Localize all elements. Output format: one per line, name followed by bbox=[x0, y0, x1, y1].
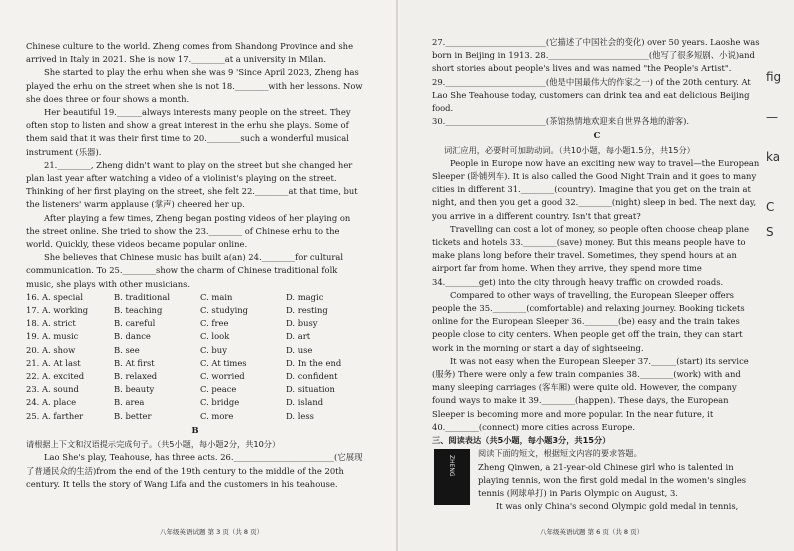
margin-note-5: S bbox=[766, 225, 774, 239]
passage-paragraph-4: 21.________, Zheng didn't want to play on the street but she changed her plan last year after watching a video of a violinist's playing on the street. Thinking of her first playing on the street, she felt 22.________at that time, but the listeners' warm applause (掌声) cheered her up. bbox=[26, 159, 358, 210]
section-b-paragraph: Lao She's play, Teahouse, has three acts. 26.________________________(它展现了普通民众的生活)from the end of the 19th century to the middle of the 20th century. It tells the story of Wang Lifa and the customers in his teahouse. bbox=[26, 452, 363, 489]
section-b-label: B bbox=[191, 424, 199, 435]
section-3-instructions: 阅读下面的短文，根据短文内容的要求答题。 bbox=[478, 448, 642, 459]
tennis-player-photo bbox=[434, 449, 470, 505]
option-row-23: 23. A. sound B. beauty C. peace D. situation bbox=[26, 384, 335, 395]
right-column bbox=[432, 36, 762, 513]
passage-paragraph-1: Chinese culture to the world. Zheng comes from Shandong Province and she arrived in Italy in 2021. She is now 17.________at a university in Milan. bbox=[26, 41, 354, 65]
option-row-25: 25. A. farther B. better C. more D. less bbox=[26, 410, 314, 421]
margin-note-1: fig bbox=[766, 70, 782, 84]
section-c-paragraph-2: Travelling can cost a lot of money, so people often choose cheap plane tickets and hotels 33.________(save) money. But this means people have to make plans long before their travel. Sometimes, they spend hours at an airport far from home. When they arrive, they spend more time 34.________get) into the city through heavy traffic on crowded roads. bbox=[432, 223, 750, 287]
option-row-17: 17. A. working B. teaching C. studying D. resting bbox=[26, 305, 328, 316]
reading-paragraph-1: Zheng Qinwen, a 21-year-old Chinese girl who is talented in playing tennis, won the first gold medal in the women's singles tennis (网球单打) in Paris Olympic on August, 3. bbox=[478, 461, 747, 498]
options-list bbox=[26, 291, 364, 423]
option-row-24: 24. A. place B. area C. bridge D. island bbox=[26, 397, 324, 408]
passage-paragraph-6: She believes that Chinese music has built a(an) 24.________for cultural communication. To 25.________show the charm of Chinese traditional folk music, she plays with other musicians. bbox=[26, 252, 344, 289]
question-27-28: 27.________________________(它描述了中国社会的变化) over 50 years. Laoshe was born in Beijing in 1913. 28.________________________(他写了很多短剧、小说)and short stories about people's lives and was named "the People's Artist". bbox=[432, 37, 760, 74]
section-c-paragraph-4: It was not easy when the European Sleeper 37.______(start) its service (服务) There were only a few train companies 38.________(work) with and many sleeping carriages (客车厢) were quite old. However, the company found ways to make it 39.________(happen). These days, the European Sleeper is becoming more and more popular. In the near future, it 40.________(connect) more cities across Europe. bbox=[432, 355, 749, 432]
question-29: 29.________________________(他是中国最伟大的作家之一) of the 20th century. At Lao She Teahouse today, customers can drink tea and eat delicious Beijing food. bbox=[432, 76, 751, 114]
margin-note-2: — bbox=[766, 110, 778, 124]
passage-paragraph-2: She started to play the erhu when she was 9 'Since April 2023, Zheng has played the erhu on the street when she is not 18.________with her lessons. Now she does three or four shows a month. bbox=[26, 67, 363, 104]
option-row-19: 19. A. music B. dance C. look D. art bbox=[26, 331, 311, 342]
left-column bbox=[26, 40, 364, 491]
option-row-18: 18. A. strict B. careful C. free D. busy bbox=[26, 318, 318, 329]
section-c-label: C bbox=[593, 130, 601, 141]
option-row-22: 22. A. excited B. relaxed C. worried D. confident bbox=[26, 371, 338, 382]
passage-paragraph-5: After playing a few times, Zheng began posting videos of her playing on the street online. She tried to show the 23.________ of Chinese erhu to the world. Quickly, these videos became popular online. bbox=[26, 212, 351, 250]
reading-block bbox=[432, 447, 762, 513]
margin-note-3: ka bbox=[766, 150, 781, 164]
question-30: 30.________________________(茶馆热情地欢迎来自世界各地的游客). bbox=[432, 116, 690, 127]
option-row-20: 20. A. show B. see C. buy D. use bbox=[26, 344, 313, 355]
section-b-instructions: 请根据上下文和汉语提示完成句子。（共5小题，每小题2分，共10分） bbox=[26, 439, 281, 450]
passage-paragraph-3: Her beautiful 19.______always interests many people on the street. They often stop to listen and show a great interest in the erhu she plays. Some of them said that it was their first time to 20.________such a wonderful musical instrument (乐器). bbox=[26, 107, 351, 157]
page-divider bbox=[396, 0, 398, 551]
section-c-paragraph-1: People in Europe now have an exciting new way to travel—the European Sleeper (卧铺列车). It is also called the Good Night Train and it goes to many cities in different 31.________(country). Imagine that you get on the train at night, and then you get a good 32.________(night) sleep in bed. The next day, you arrive in a different country. Isn't that great? bbox=[432, 157, 760, 221]
section-c-paragraph-3: Compared to other ways of travelling, the European Sleeper offers people the 35.________(comfortable) and relaxing journey. Booking tickets online for the European Sleeper 36.________(be) easy and the train takes people close to city centers. When people get off the train, they can start work in the morning or start a day of sightseeing. bbox=[432, 289, 745, 353]
section-c-instructions: 词汇应用，必要时可加助动词。（共10小题，每小题1.5分，共15分） bbox=[444, 144, 695, 155]
option-row-16: 16. A. special B. traditional C. main D. magic bbox=[26, 291, 324, 302]
margin-note-4: C bbox=[766, 200, 775, 214]
left-page-footer: 八年级英语试题 第 3 页（共 8 页） bbox=[160, 528, 264, 536]
section-3-heading: 三、阅读表达（共5小题，每小题3分，共15分） bbox=[432, 435, 611, 446]
photo-letters: ZHENG bbox=[448, 455, 455, 477]
reading-paragraph-2: It was only China's second Olympic gold medal in tennis, bbox=[496, 501, 739, 512]
option-row-21: 21. A. At last B. At first C. At times D. In the end bbox=[26, 357, 342, 368]
right-page-footer: 八年级英语试题 第 6 页（共 8 页） bbox=[540, 528, 644, 536]
